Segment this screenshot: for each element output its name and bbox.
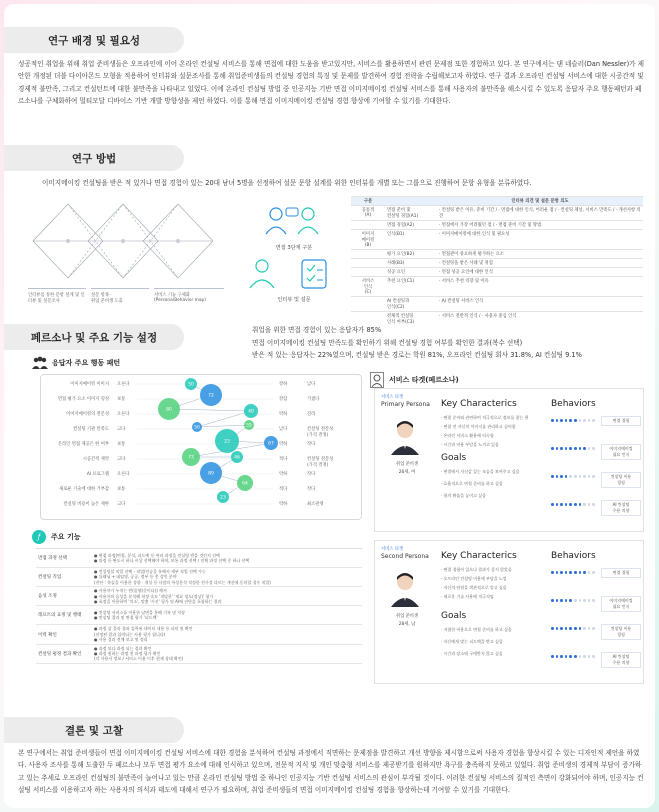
feature-desc: ● 과정 보다 과정 되는 결과 확인 ● 과정 원하는 과정 전 과정 평가 확인 (각 사용자 정보 / 서비스 이용 이후 현재 상태 확인) [94, 645, 184, 662]
feature-name: 면접 과정 선택 [38, 556, 67, 561]
feature-row [36, 625, 362, 644]
behavior-label: 이미지메이킹 필요 인식 [601, 596, 641, 612]
targets-title: 서비스 타겟(페르소나) [389, 376, 459, 384]
key-char-item: · 면접 준비와 관련하여 적극적으로 정보를 찾는 편 [441, 415, 529, 420]
table-row [351, 221, 643, 230]
double-diamond-svg [28, 196, 224, 286]
behavior-label: AI 컨설팅 수용 의향 [601, 500, 641, 516]
table-cell: · 이미지메이킹에 대한 인식 및 필요성 [437, 230, 643, 250]
goals-title: Goals [441, 611, 467, 621]
key-char-item: · 자신의 단점을 객관적으로 알고 싶음 [441, 585, 507, 590]
goal-item: · 효율적으로 면접 준비를 하고 싶음 [441, 481, 503, 486]
table-row [351, 277, 643, 297]
goal-item: · 면접에서 자신감 있는 모습을 보여주고 싶음 [441, 469, 520, 474]
double-diamond-diagram [28, 196, 224, 326]
pattern-mid-label: 크다 [117, 502, 126, 507]
table-cell: · 컨설팅 받은 이유, 준비 기간 / · 면접에 대한 인식, 어려운 점 / · 컨설팅 채널, 서비스 만족도 / · 개선사항 의견 [437, 206, 643, 221]
diagram-caption-2: 설문 항목 · 취업 준비생 도출 [91, 288, 149, 304]
function-icon: ƒ [32, 530, 46, 544]
persona-name-label: 취업 준비생 [395, 462, 419, 467]
key-char-item: · 오프라인 컨설팅 비용에 부담을 느낌 [441, 576, 507, 581]
pattern-mid-label: 크다 [117, 457, 126, 462]
persona-age-label: 28세, 남 [398, 622, 416, 627]
behavior-label: 컨설팅 이용 경험 [601, 472, 641, 488]
feature-row [36, 587, 362, 606]
feature-desc: ● 사용자가 누적는 번(음양(준이다)) 깨서 ● 사용자의 음성을 분석해 적정 속도 '적당한' '재료 정도(정상)' 평가 ● 표정을 이용하여 '미소', 맞춤 '시선' 평가 및 AI에 진단을 포함하는 결과 [94, 588, 222, 605]
table-cell: · 면접에서 가장 어려웠던 점 / · 면접 준비 기간 및 방법 [437, 221, 643, 230]
icon-label-top: 면접 3단계 구분 [275, 245, 313, 251]
feature-row [36, 645, 362, 664]
behaviors-title: Behaviors [551, 399, 596, 409]
table-cell: 면접 준비 및 컨설팅 경험(A1) [385, 206, 437, 221]
pattern-node-value: 46 [234, 455, 240, 461]
table-cell [351, 259, 385, 268]
table-cell: 사례(B3) [385, 259, 437, 268]
pattern-mid-label: 오른다 [117, 472, 130, 477]
pattern-left-label: AI 프로그램 [86, 472, 109, 477]
pattern-node-value: 67 [268, 441, 274, 447]
table-cell: · AI 컨설팅 서비스 인식 [437, 297, 643, 312]
table-row [351, 268, 643, 277]
pattern-far-label: 진라 [307, 412, 316, 417]
table-row [351, 206, 643, 221]
summary-line-1: 취업을 위한 면접 경험이 있는 응답자가 85% [252, 326, 382, 334]
behavior-label: 면접 경험 [601, 416, 641, 426]
pattern-left-label: 이미지메이킹 이미지 [70, 382, 109, 387]
pattern-left-label: 이미지메이킹의 전문성 [66, 412, 109, 417]
table-cell: · 면접 성공 요인에 대한 인식 [437, 268, 643, 277]
pattern-link [169, 409, 251, 411]
persona-tag: 서비스 타겟 [381, 547, 404, 552]
table-cell [351, 297, 385, 312]
feature-row [36, 549, 362, 568]
table-cell: 추천 요인(C1) [385, 277, 437, 297]
table-cell [351, 221, 385, 230]
pattern-map [40, 374, 362, 520]
behavior-meter [551, 503, 595, 506]
behavior-label: 이미지메이킹 필요 인식 [601, 444, 641, 460]
table-cell: 평가 요인(B2) [385, 250, 437, 259]
feature-name: 컨설팅 평정 결과 확인 [38, 651, 82, 657]
table-header-category: 구분 [351, 197, 385, 206]
goal-item: · 자신에게 맞는 피드백을 받고 싶음 [441, 639, 503, 644]
table-cell: 전체적 컨설팅 인식 여부(C3) [385, 312, 437, 327]
pattern-link [197, 425, 249, 427]
feature-name: 이력 확인 [38, 632, 57, 638]
table-cell [351, 250, 385, 259]
behavior-meter [551, 419, 595, 422]
behavior-meter [551, 571, 595, 574]
pattern-far-label: 작다 [307, 472, 316, 477]
key-char-item: · 새로운 기술 사용에 적극적임 [441, 594, 494, 599]
feature-desc: ● 과정 상 결과 경과 입력된 데이터 내용 등 파악 및 확인 (선정된 결과 입력되는 사용 평가 됩니다) ● 사용 결과 전체 보고 및 정리 [94, 626, 193, 643]
persona-avatar-icon [389, 419, 421, 455]
pattern-node-value: 23 [224, 439, 230, 445]
pattern-right-label: 약하 [279, 412, 288, 417]
pattern-mid-label: 보통 [117, 487, 126, 492]
pattern-node-value: 40 [248, 409, 254, 415]
persona-card [374, 388, 644, 532]
persona-age-label: 26세, 여 [398, 470, 416, 475]
table-cell: 면접 경험(A2) [385, 221, 437, 230]
goal-item: · 저렴한 비용으로 면접 준비를 하고 싶음 [441, 627, 512, 632]
pattern-far-label: 작다 [307, 442, 316, 447]
goals-title: Goals [441, 453, 467, 463]
pattern-right-label: 낮다 [279, 427, 288, 432]
pattern-link [197, 411, 251, 427]
behavior-meter [551, 475, 595, 478]
pattern-node-value: 89 [208, 471, 214, 477]
table-cell: 이미지 메이킹 (B) [351, 230, 385, 250]
pattern-node-graph [41, 375, 363, 521]
pattern-right-label: 약하 [279, 472, 288, 477]
pattern-far-label: 컨설팅 전문성 (가격 결정) [307, 457, 334, 468]
table-cell: AI 컨설팅과 인식(C2) [385, 297, 437, 312]
persona-card [374, 540, 644, 684]
pattern-left-label: 컨설팅 비용이 높은 제한 [63, 502, 109, 507]
behavior-meter [551, 599, 595, 602]
table-row [351, 230, 643, 250]
diagram-caption-1: 인터뷰를 통한 문항 설계 및 인터뷰 및 설문조사 [28, 288, 86, 304]
section-header-conclusion: 결론 및 고찰 [4, 717, 184, 743]
icon-label-bottom: 인터뷰 및 설문 [277, 297, 311, 303]
pattern-right-label: 약하 [279, 442, 288, 447]
pattern-node-value: 80 [166, 407, 172, 413]
diagram-caption-3: 서비스 기능 구체화 (Persona/Behavior map) [154, 288, 224, 304]
pattern-far-label: 컨설팅 전문성 (가격 결정) [307, 427, 334, 438]
table-cell: 성공 요인 [385, 268, 437, 277]
behavior-meter [551, 655, 595, 658]
pattern-far-label: 낮다 [307, 382, 316, 387]
table-row [351, 250, 643, 259]
pattern-right-label: 강하 [279, 382, 288, 387]
table-cell: · 서비스 추천 의향 및 이유 [437, 277, 643, 297]
key-char-title: Key Characterics [441, 551, 517, 561]
table-cell: 공통적 (A) [351, 206, 385, 221]
key-char-item: · 면접 전 자신의 이미지를 관리하고 싶어함 [441, 424, 516, 429]
pattern-far-label: 가졌다 [307, 397, 320, 402]
persona-role: Second Persona [381, 553, 429, 560]
features-block [32, 530, 362, 670]
pattern-node-value: 23 [220, 495, 226, 501]
behavior-label: 컨설팅 이용 경험 [601, 624, 641, 640]
feature-name: 레프트의 표정 및 행태 [38, 613, 82, 619]
behavior-label: AI 컨설팅 수용 의향 [601, 652, 641, 668]
pattern-mid-label: 오른다 [117, 382, 130, 387]
key-char-item: · 온라인 서비스 활용에 익숙함 [441, 433, 494, 438]
poster-sheet [4, 4, 655, 808]
pattern-title-row [32, 356, 362, 370]
behavior-label: 면접 경험 [601, 568, 641, 578]
behavior-meter [551, 447, 595, 450]
method-icons [240, 204, 344, 314]
group-icon [32, 356, 48, 370]
method-text: 이미지메이킹 컨설팅을 받은 적 있거나 면접 경험이 있는 20대 남녀 5명을 선정하여 설문 문항 설계를 위한 인터뷰를 개별 또는 그룹으로 진행하여 문항 유형을 분류하였다. [42, 179, 532, 187]
conclusion-text: 본 연구에서는 취업 준비생들이 면접 이미지메이킹 컨설팅 서비스에 대한 경험을 분석하여 컨설팅 과정에서 직면하는 문제점을 발견하고 개선 방향을 제시함으로써 사용자 경험을 향상시킬 수 있는 디자인적 제언을 하였다. 사용자 조사를 통해 도출한 두 페르소나 모두 면접 평가 요소에 대해 인식하고 있으며, 전문적 지식 및 개인 맞춤형 서비스를 제공받기를 원하지만 욕구를 충족하지 못하고 있었다. 취업 준비생의 경제적 부담이 증가하고 있는 추세로 오프라인 컨설팅의 불만족이 늘어나고 있는 만큼 온라인 컨설팅 방법 중 하나인 인공지능 기반 컨설팅 서비스의 관심이 부각될 것이다. 이러한 컨설팅 서비스의 질적인 측면이 강화되어야 하며, 인공지능 컨설팅 서비스를 이용하고자 하는 사용자의 의식과 태도에 대해서 연구가 필요하며, 취업 준비생들의 면접 이미지메이킹 컨설팅 경험을 향상하는데 기여할 수 있기를 기대한다. [18, 749, 644, 795]
feature-desc: ● 면접 과정(면접, 분석, 피드백 등 여러 과정을 컨설팅 받을 것인지 선택 ● 과정 등 판도시 하나 이상 선택해야 하며, 보통 과정 선택 / 전체 과정 선택 중 하나 선택 [94, 552, 250, 563]
key-char-item: · 시간과 비용 부담을 느끼고 있음 [441, 442, 499, 447]
goal-item: · 시간과 장소에 구애받지 않고 싶음 [441, 651, 503, 656]
pattern-mid-label: 보통 [117, 442, 126, 447]
targets-block [370, 372, 644, 672]
features-title: 주요 기능 [51, 533, 81, 541]
feature-desc: ● 컨설팅할 직업 선택 - 직업/전공을 통해서 세부 직업 선택 가능 ● 틀래닝 + 네임명, 공공, 정부 등 총 성인 분야 (진단 : 학술을 이용한 성향 · 개성 등 사람의 특성분석 적정한 전가성 다르는 개선에 동의할 경우 직업) [94, 569, 271, 585]
persona-tag: 서비스 타겟 [381, 395, 404, 400]
pattern-mid-label: 오른다 [117, 412, 130, 417]
table-header-intent: 인터뷰 의견 및 설문 문항 의도 [437, 197, 643, 206]
behaviors-title: Behaviors [551, 551, 596, 561]
table-row [351, 297, 643, 312]
pattern-right-label: 적다 [279, 487, 288, 492]
feature-name: 컨설팅 직업 [38, 575, 62, 581]
summary-line-2: 면접 이미지메이킹 컨설팅 만족도를 확인하기 위해 컨설팅 경험 여부를 확인한 결과(복수 선택) [252, 338, 523, 347]
table-cell: · 컨설팅을 받은 사례 및 경험 [437, 259, 643, 268]
section-header-persona: 페르소나 및 주요 기능 설정 [4, 324, 184, 350]
key-char-title: Key Characterics [441, 399, 517, 409]
table-cell [351, 268, 385, 277]
table-header-sub [385, 197, 437, 206]
table-cell: · 서비스 전반적 인식 / · 사용자 중심 인식 [437, 312, 643, 327]
key-char-item: · 면접 경험이 있으나 결과가 좋지 않았음 [441, 567, 512, 572]
pattern-left-label: 면접 평가 요소 이미지 형성 [57, 397, 109, 402]
table-cell: 인식(B1) [385, 230, 437, 250]
table-cell: · 면접관이 중요하게 평가하는 요소 [437, 250, 643, 259]
pattern-node-value: 50 [194, 425, 200, 431]
persona-name-label: 취업 준비생 [395, 614, 419, 619]
feature-name: 음성 조정 [38, 594, 57, 600]
pattern-node-value: 64 [242, 481, 248, 487]
section-header-background: 연구 배경 및 필요성 [4, 27, 184, 53]
pattern-right-label: 약하 [279, 502, 288, 507]
behavior-pattern-block [32, 356, 362, 524]
persona-avatar-icon [389, 571, 421, 607]
feature-row [36, 606, 362, 625]
pattern-left-label: 시공간적 제약 [82, 457, 109, 462]
table-cell: 서비스 인식 (C) [351, 277, 385, 297]
interview-people-icon [262, 204, 322, 238]
persona-role: Primary Persona [381, 401, 430, 408]
targets-title-row [370, 372, 644, 388]
features-table [36, 548, 362, 664]
feature-desc: ● 컨설팅 서비스를 이용한 남면을 통해 기록 및 저장 ● 컨설팅 결과 및 면접 평가 '피드백' [94, 610, 185, 621]
pattern-left-label: 온라인 면접 제공은 한 여부 [57, 442, 109, 447]
goal-item: · 합격 확률을 높이고 싶음 [441, 493, 486, 498]
table-row [351, 259, 643, 268]
pattern-node-value: 72 [208, 393, 214, 399]
pattern-title: 응답자 주요 행동 패턴 [52, 359, 121, 367]
survey-icons [244, 256, 340, 292]
behavior-meter [551, 627, 595, 630]
pattern-left-label: 새로운 기술에 대한 거부감 [59, 487, 109, 492]
section-header-method: 연구 방법 [4, 145, 184, 171]
pattern-mid-label: 크다 [117, 427, 126, 432]
pattern-right-label: 강함 [279, 397, 288, 402]
feature-row [36, 568, 362, 587]
pattern-node-value: 73 [188, 455, 194, 461]
background-text: 성공적인 취업을 위해 취업 준비생들은 오프라인에 이어 온라인 컨설팅 서비스를 통해 면접에 대한 도움을 받고있지만, 서비스를 활용하면서 관련 문제점 또한 경험하고 있다. 본 연구에서는 댄 네슬러(Dan Nessler)가 제안한 개정된 더블 다이아몬드 모형을 적용하여 인터뷰와 설문조사를 통해 취업준비생들의 컨설팅 경험의 특징 및 문제를 발견하여 경험 전략을 수립해보고자 하였다. 연구 결과 오프라인 컨설팅 서비스에 대한 시공간적 및 경제적 불만족, 그리고 컨설턴트에 대한 불만족을 나타내고 있었다. 이에 온라인 컨설팅 방법 중 인공지능 기반 면접 이미지메이킹 컨설팅 서비스를 통해 사용자의 불만족을 해소시킬 수 있도록 응답자 주요 행동패턴과 페르소나를 구체화하여 멀티모달 디바이스 기반 개발 방향성을 제언 하였다. 이를 통해 면접 이미지메이킹 컨설팅 경험 향상에 기여할 수 있기를 기대한다. [18, 60, 644, 106]
features-title-row [32, 530, 362, 544]
pattern-node-value: 55 [246, 423, 252, 429]
person-icon [370, 372, 384, 388]
pattern-far-label: 최소관영 [307, 502, 324, 507]
pattern-far-label: 작다 [307, 487, 316, 492]
survey-table [351, 196, 643, 342]
pattern-mid-label: 보통 [117, 397, 126, 402]
pattern-left-label: 컨설팅 기관 만족도 [73, 427, 109, 432]
pattern-node-value: 50 [188, 382, 194, 388]
summary-line-3: 받은 적 있는 응답자는 22%였으며, 컨설팅 받은 경로는 학원 81%, 오프라인 컨설팅 회사 31.8%, AI 컨설팅 9.1% [252, 351, 582, 360]
pattern-right-label: 적다 [279, 457, 288, 462]
